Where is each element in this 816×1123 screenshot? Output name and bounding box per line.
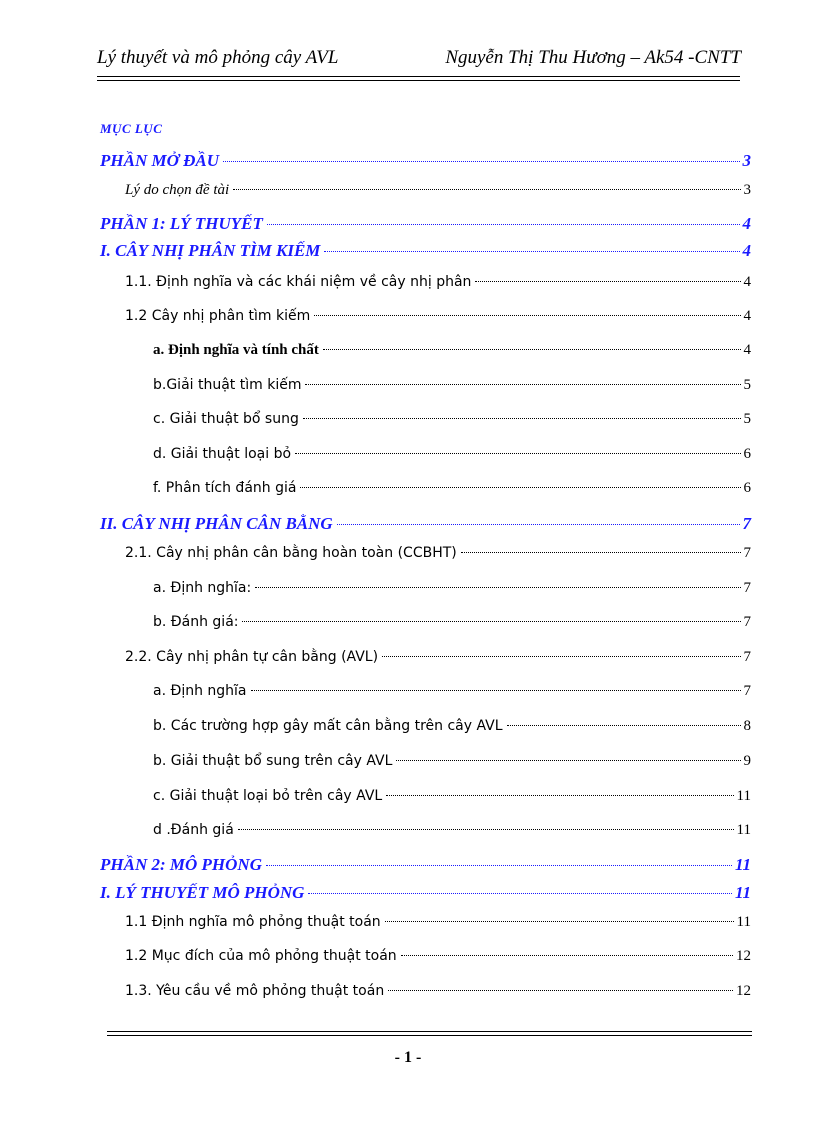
toc-leader [238,828,734,830]
toc-entry[interactable] [125,983,751,1000]
toc-leader [255,586,740,588]
toc-entry[interactable] [153,614,751,631]
toc-entry[interactable] [100,214,751,234]
toc-entry-page: 11 [736,822,751,838]
page-header [97,47,751,75]
toc-entry-label: f. Phân tích đánh giá [153,480,297,496]
toc-entry-page: 7 [743,580,751,596]
toc-entry-page: 3 [742,151,751,170]
footer-rule-bottom [107,1035,752,1036]
toc-entry-label: I. CÂY NHỊ PHÂN TÌM KIẾM [100,241,321,260]
toc-entry-label: 1.1. Định nghĩa và các khái niệm về cây nhị phân [125,274,472,290]
toc-entry[interactable] [100,883,751,903]
toc-entry-label: II. CÂY NHỊ PHÂN CÂN BẰNG [100,514,333,533]
toc-entry-page: 8 [743,718,751,734]
toc-entry[interactable] [125,914,751,931]
toc-leader [242,620,740,622]
toc-entry[interactable] [125,948,751,965]
toc-entry-label: PHẦN 2: MÔ PHỎNG [100,855,262,874]
toc-entry-page: 7 [743,649,751,665]
toc-entry-page: 9 [743,753,751,769]
toc-entry[interactable] [153,580,751,597]
toc-leader [308,892,731,894]
toc-title: MỤC LỤC [100,121,163,136]
toc-entry-page: 5 [743,377,751,393]
toc-entry[interactable] [100,855,751,875]
toc-entry[interactable] [153,446,751,463]
toc-leader [266,864,732,866]
toc-entry-page: 6 [743,446,751,462]
toc-leader [324,250,739,252]
toc-entry-label: 2.2. Cây nhị phân tự cân bằng (AVL) [125,649,379,665]
toc-entry-page: 4 [743,274,751,290]
toc-entry-label: 2.1. Cây nhị phân cân bằng hoàn toàn (CCBHT) [125,545,457,561]
toc-entry-label: b. Giải thuật bổ sung trên cây AVL [153,753,393,769]
toc-entry-page: 7 [743,614,751,630]
toc-leader [267,223,740,225]
toc-leader [323,348,741,350]
toc-entry-page: 7 [743,683,751,699]
toc-leader [396,759,740,761]
header-rule-bottom [97,80,740,81]
toc-entry-page: 11 [734,855,751,874]
toc-entry[interactable] [153,718,751,735]
header-author: Nguyễn Thị Thu Hương – Ak54 -CNTT [445,47,741,68]
toc-entry-page: 12 [736,948,751,964]
toc-entry-page: 11 [736,788,751,804]
toc-entry[interactable] [125,545,751,562]
toc-entry-label: PHẦN MỞ ĐẦU [100,151,220,170]
footer-rule-top [107,1031,752,1032]
toc-leader [386,794,733,796]
toc-entry[interactable] [100,241,751,261]
toc-entry-page: 4 [743,308,751,324]
toc-entry-page: 11 [736,914,751,930]
toc-entry[interactable] [125,649,751,666]
toc-leader [295,452,740,454]
toc-entry-page: 11 [734,883,751,902]
toc-entry-page: 7 [743,545,751,561]
toc-leader [475,280,740,282]
toc-entry[interactable] [153,342,751,359]
toc-entry-label: b.Giải thuật tìm kiếm [153,377,302,393]
page-number: - 1 - [394,1049,422,1066]
toc-entry-label: c. Giải thuật bổ sung [153,411,299,427]
toc-leader [461,551,741,553]
toc-entry[interactable] [153,753,751,770]
toc-entry[interactable] [100,514,751,534]
toc-entry-label: a. Định nghĩa [153,683,247,699]
toc-entry-page: 4 [742,214,751,233]
toc-entry-label: a. Định nghĩa: [153,580,252,596]
toc-leader [385,920,734,922]
toc-leader [233,188,740,190]
toc-entry-page: 12 [736,983,751,999]
header-rule-top [97,76,740,77]
toc-entry-label: c. Giải thuật loại bỏ trên cây AVL [153,788,383,804]
toc-entry-label: b. Các trường hợp gây mất cân bằng trên cây AVL [153,718,503,734]
toc-leader [388,989,733,991]
toc-leader [303,417,741,419]
toc-leader [401,954,733,956]
toc-entry-label: Lý do chọn đề tài [125,182,230,198]
toc-entry-page: 4 [742,241,751,260]
toc-entry[interactable] [153,822,751,839]
toc-leader [382,655,740,657]
toc-entry[interactable] [153,411,751,428]
toc-entry-label: d .Đánh giá [153,822,234,838]
toc-entry-label: 1.2 Cây nhị phân tìm kiếm [125,308,311,324]
toc-leader [507,724,741,726]
toc-entry[interactable] [153,683,751,700]
header-doc-title: Lý thuyết và mô phỏng cây AVL [97,47,339,68]
toc-leader [314,314,740,316]
toc-leader [300,486,740,488]
toc-leader [223,160,739,162]
toc-entry-label: I. LÝ THUYẾT MÔ PHỎNG [100,883,305,902]
toc-entry-page: 4 [743,342,751,358]
toc-entry-page: 3 [743,182,751,198]
toc-entry[interactable] [153,788,751,805]
toc-entry[interactable] [125,308,751,325]
toc-leader [337,523,740,525]
toc-entry-label: PHẦN 1: LÝ THUYẾT [100,214,263,233]
toc-entry-page: 6 [743,480,751,496]
toc-entry-label: b. Đánh giá: [153,614,239,630]
toc-entry-label: d. Giải thuật loại bỏ [153,446,292,462]
toc-entry-label: 1.1 Định nghĩa mô phỏng thuật toán [125,914,381,930]
toc-leader [251,689,741,691]
toc-entry-label: a. Định nghĩa và tính chất [153,342,319,358]
toc-entry[interactable] [153,480,751,497]
toc-leader [305,383,740,385]
toc-entry-page: 5 [743,411,751,427]
toc-entry[interactable] [153,377,751,394]
toc-entry-label: 1.3. Yêu cầu về mô phỏng thuật toán [125,983,385,999]
toc-entry-label: 1.2 Mục đích của mô phỏng thuật toán [125,948,397,964]
toc-entry[interactable] [125,182,751,199]
toc-entry[interactable] [100,151,751,171]
toc-entry[interactable] [125,274,751,291]
toc-entry-page: 7 [742,514,751,533]
